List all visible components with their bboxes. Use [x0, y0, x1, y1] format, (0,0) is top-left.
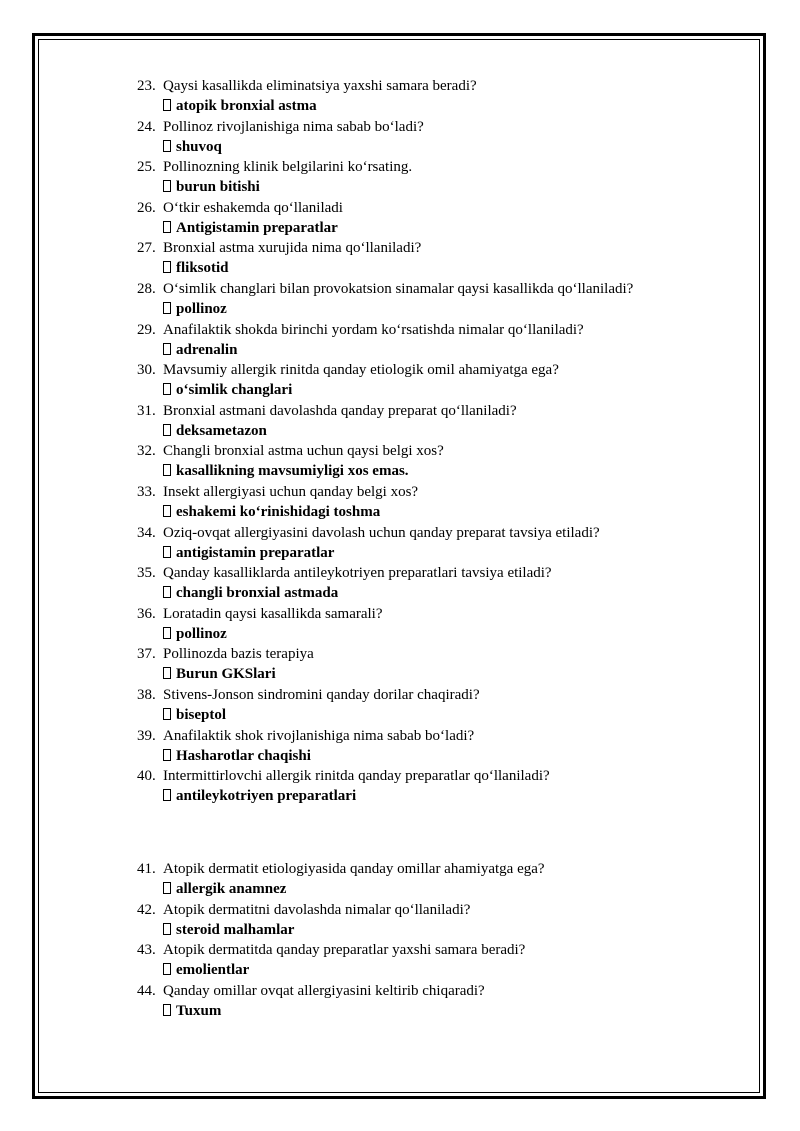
question — [137, 320, 584, 340]
question — [137, 157, 412, 177]
answer-text: emolientlar — [176, 962, 250, 979]
checkbox-icon — [163, 586, 171, 598]
checkbox-icon — [163, 99, 171, 111]
question — [137, 117, 424, 137]
answer — [163, 664, 276, 684]
question — [137, 563, 552, 583]
answer — [163, 137, 222, 157]
question-text: Qanday omillar ovqat allergiyasini keltirib chiqaradi? — [163, 982, 485, 999]
checkbox-icon — [163, 667, 171, 679]
answer — [163, 380, 292, 400]
question-number: 32. — [137, 443, 156, 460]
checkbox-icon — [163, 546, 171, 558]
question — [137, 604, 383, 624]
answer — [163, 879, 286, 899]
checkbox-icon — [163, 505, 171, 517]
answer — [163, 786, 356, 806]
question — [137, 981, 485, 1001]
question — [137, 859, 545, 879]
question — [137, 685, 480, 705]
question-number: 31. — [137, 402, 156, 419]
answer-text: antigistamin preparatlar — [176, 544, 335, 561]
answer-text: Burun GKSlari — [176, 666, 276, 683]
checkbox-icon — [163, 221, 171, 233]
question-text: Bronxial astma xurujida nima qo‘llaniladi? — [163, 240, 422, 257]
question-text: Insekt allergiyasi uchun qanday belgi xos? — [163, 484, 419, 500]
question-number: 27. — [137, 240, 156, 257]
checkbox-icon — [163, 302, 171, 314]
checkbox-icon — [163, 383, 171, 395]
question — [137, 726, 474, 746]
checkbox-icon — [163, 923, 171, 935]
question — [137, 523, 600, 543]
answer-text: pollinoz — [176, 301, 227, 317]
answer-text: atopik bronxial astma — [176, 98, 317, 114]
question-number: 26. — [137, 199, 156, 216]
question-text: Anafilaktik shok rivojlanishiga nima sabab bo‘ladi? — [163, 727, 475, 744]
checkbox-icon — [163, 140, 171, 152]
checkbox-icon — [163, 749, 171, 761]
question — [137, 360, 559, 380]
checkbox-icon — [163, 963, 171, 975]
question-number: 43. — [137, 942, 156, 959]
question-number: 44. — [137, 982, 156, 999]
answer-text: Hasharotlar chaqishi — [176, 747, 311, 764]
question — [137, 441, 444, 461]
question-text: Pollinozda bazis terapiya — [163, 646, 314, 663]
question-text: Qaysi kasallikda eliminatsiya yaxshi samara beradi? — [163, 78, 477, 94]
checkbox-icon — [163, 180, 171, 192]
question-text: Bronxial astmani davolashda qanday preparat qo‘llaniladi? — [163, 402, 517, 419]
question-text: Stivens-Jonson sindromini qanday dorilar chaqiradi? — [163, 687, 480, 703]
question-number: 33. — [137, 484, 156, 500]
answer-text: changli bronxial astmada — [176, 585, 339, 602]
checkbox-icon — [163, 708, 171, 720]
answer — [163, 340, 237, 360]
question-number: 24. — [137, 118, 156, 135]
question-number: 23. — [137, 78, 156, 94]
question-text: Intermittirlovchi allergik rinitda qanday preparatlar qo‘llaniladi? — [163, 768, 550, 785]
answer-text: allergik anamnez — [176, 881, 287, 897]
question — [137, 940, 525, 960]
question — [137, 482, 418, 502]
answer-text: fliksotid — [176, 260, 229, 277]
question-number: 28. — [137, 281, 156, 297]
question — [137, 238, 421, 258]
checkbox-icon — [163, 343, 171, 355]
question-number: 35. — [137, 565, 156, 582]
question-number: 40. — [137, 768, 156, 785]
answer-text: deksametazon — [176, 422, 267, 439]
answer — [163, 421, 267, 441]
question-text: O‘tkir eshakemda qo‘llaniladi — [163, 199, 343, 216]
question-text: Qanday kasalliklarda antileykotriyen preparatlari tavsiya etiladi? — [163, 565, 552, 582]
answer-text: eshakemi ko‘rinishidagi toshma — [176, 504, 381, 520]
answer — [163, 705, 226, 725]
question — [137, 76, 477, 96]
answer-text: steroid malhamlar — [176, 921, 295, 938]
answer-text: pollinoz — [176, 625, 227, 642]
question-number: 41. — [137, 861, 156, 877]
question-number: 29. — [137, 321, 156, 338]
answer — [163, 299, 227, 319]
question-text: Loratadin qaysi kasallikda samarali? — [163, 605, 383, 622]
answer-text: burun bitishi — [176, 179, 260, 196]
question — [137, 279, 633, 299]
question-number: 25. — [137, 159, 156, 176]
checkbox-icon — [163, 261, 171, 273]
answer-text: biseptol — [176, 707, 227, 723]
question-text: Changli bronxial astma uchun qaysi belgi xos? — [163, 443, 444, 460]
question-text: Atopik dermatit etiologiyasida qanday omillar ahamiyatga ega? — [163, 861, 545, 877]
checkbox-icon — [163, 627, 171, 639]
question-text: Anafilaktik shokda birinchi yordam ko‘rsatishda nimalar qo‘llaniladi? — [163, 321, 584, 338]
answer — [163, 543, 334, 563]
question — [137, 401, 517, 421]
question-number: 38. — [137, 687, 156, 703]
checkbox-icon — [163, 464, 171, 476]
checkbox-icon — [163, 424, 171, 436]
question — [137, 900, 470, 920]
answer — [163, 1001, 221, 1021]
question-text: Pollinoz rivojlanishiga nima sabab bo‘ladi? — [163, 118, 424, 135]
checkbox-icon — [163, 789, 171, 801]
question-text: Atopik dermatitni davolashda nimalar qo‘llaniladi? — [163, 901, 471, 918]
answer-text: Antigistamin preparatlar — [176, 219, 338, 236]
answer-text: shuvoq — [176, 138, 222, 155]
answer — [163, 920, 294, 940]
answer-text: Tuxum — [176, 1002, 222, 1019]
answer-text: o‘simlik changlari — [176, 382, 293, 399]
question-text: Pollinozning klinik belgilarini ko‘rsating. — [163, 159, 413, 176]
question — [137, 766, 550, 786]
answer — [163, 218, 338, 238]
checkbox-icon — [163, 882, 171, 894]
answer — [163, 583, 338, 603]
answer-text: antileykotriyen preparatlari — [176, 788, 357, 805]
answer — [163, 461, 409, 481]
answer — [163, 258, 229, 278]
question-number: 30. — [137, 362, 156, 379]
question — [137, 644, 314, 664]
answer — [163, 96, 317, 116]
question-number: 37. — [137, 646, 156, 663]
answer — [163, 177, 260, 197]
answer-text: kasallikning mavsumiyligi xos emas. — [176, 463, 409, 480]
question-number: 39. — [137, 727, 156, 744]
question-number: 42. — [137, 901, 156, 918]
question-text: Oziq-ovqat allergiyasini davolash uchun qanday preparat tavsiya etiladi? — [163, 524, 600, 541]
checkbox-icon — [163, 1004, 171, 1016]
question-text: Atopik dermatitda qanday preparatlar yaxshi samara beradi? — [163, 942, 526, 959]
answer — [163, 624, 227, 644]
question-number: 34. — [137, 524, 156, 541]
question-number: 36. — [137, 605, 156, 622]
answer — [163, 960, 249, 980]
question-text: O‘simlik changlari bilan provokatsion sinamalar qaysi kasallikda qo‘llaniladi? — [163, 281, 634, 297]
answer-text: adrenalin — [176, 341, 238, 358]
answer — [163, 746, 311, 766]
question — [137, 198, 343, 218]
answer — [163, 502, 380, 522]
question-text: Mavsumiy allergik rinitda qanday etiologik omil ahamiyatga ega? — [163, 362, 559, 379]
